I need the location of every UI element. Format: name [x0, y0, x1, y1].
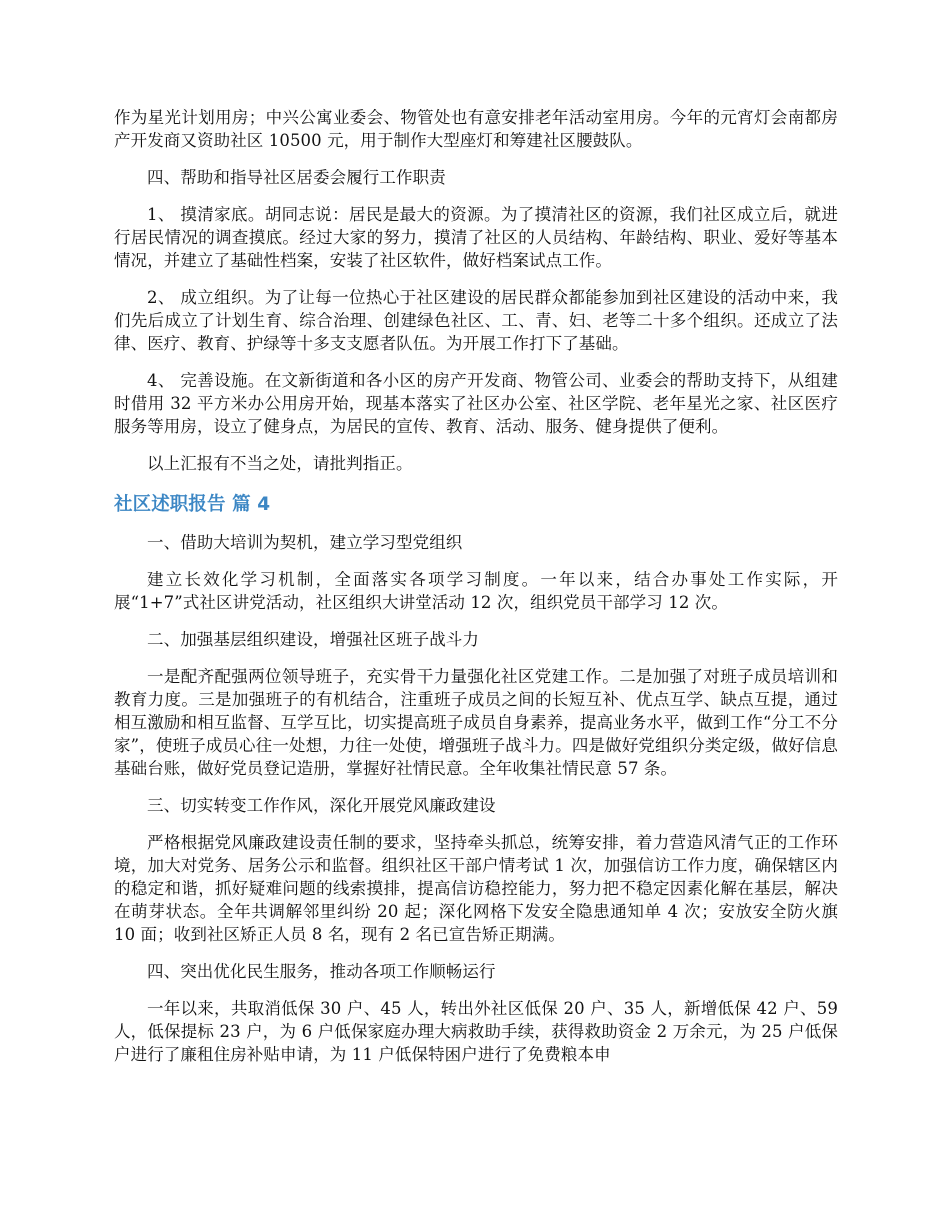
paragraph-item-4: 4、 完善设施。在文新街道和各小区的房产开发商、物管公司、业委会的帮助支持下，从组建时借用 32 平方米办公用房开始，现基本落实了社区办公室、社区学院、老年星光之家、社区医疗服务等用房，设立了健身点，为居民的宣传、教育、活动、服务、健身提供了便利。 [114, 371, 838, 436]
paragraph-livelihood: 一年以来，共取消低保 30 户、45 人，转出外社区低保 20 户、35 人，新增低保 42 户、59 人，低保提标 23 户，为 6 户低保家庭办理大病救助手续，获得救助资金 2 万余元，为 25 户低保户进行了廉租住房补贴申请，为 11 户低保特困户进行了免费粮本申 [114, 999, 838, 1064]
paragraph-training: 建立长效化学习机制，全面落实各项学习制度。一年以来，结合办事处工作实际，开展“1+7”式社区讲党活动，社区组织大讲堂活动 12 次，组织党员干部学习 12 次。 [114, 570, 838, 612]
subheading-work-style: 三、切实转变工作作风，深化开展党风廉政建设 [147, 796, 496, 815]
paragraph-organization: 一是配齐配强两位领导班子，充实骨干力量强化社区党建工作。二是加强了对班子成员培训和教育力度。三是加强班子的有机结合，注重班子成员之间的长短互补、优点互学、缺点互提，通过相互激励和相互监督、互学互比，切实提高班子成员自身素养，提高业务水平，做到工作“分工不分家”，使班子成员心往一处想，力往一处使，增强班子战斗力。四是做好党组织分类定级，做好信息基础台账，做好党员登记造册，掌握好社情民意。全年收集社情民意 57 条。 [114, 667, 838, 778]
subheading-livelihood: 四、突出优化民生服务，推动各项工作顺畅运行 [147, 962, 496, 981]
section-heading: 社区述职报告 篇 4 [114, 494, 271, 515]
paragraph-work-style: 严格根据党风廉政建设责任制的要求，坚持牵头抓总，统筹安排，着力营造风清气正的工作环境，加大对党务、居务公示和监督。组织社区干部户情考试 1 次，加强信访工作力度，确保辖区内的稳定和谐，抓好疑难问题的线索摸排，提高信访稳控能力，努力把不稳定因素化解在基层，解决在萌芽状态。全年共调解邻里纠纷 20 起；深化网格下发安全隐患通知单 4 次；安放安全防火旗 10 面；收到社区矫正人员 8 名，现有 2 名已宣告矫正期满。 [114, 833, 838, 944]
document-body [114, 106, 838, 1080]
subheading-duties: 四、帮助和指导社区居委会履行工作职责 [147, 168, 446, 187]
paragraph-item-2: 2、 成立组织。为了让每一位热心于社区建设的居民群众都能参加到社区建设的活动中来，我们先后成立了计划生育、综合治理、创建绿色社区、工、青、妇、老等二十多个组织。还成立了法律、医疗、教育、护绿等十多支支愿者队伍。为开展工作打下了基础。 [114, 288, 838, 353]
subheading-organization: 二、加强基层组织建设，增强社区班子战斗力 [147, 630, 479, 649]
paragraph-closing: 以上汇报有不当之处，请批判指正。 [147, 454, 413, 473]
paragraph-continuation: 作为星光计划用房；中兴公寓业委会、物管处也有意安排老年活动室用房。今年的元宵灯会南都房产开发商又资助社区 10500 元，用于制作大型座灯和筹建社区腰鼓队。 [114, 108, 838, 150]
paragraph-item-1: 1、 摸清家底。胡同志说：居民是最大的资源。为了摸清社区的资源，我们社区成立后，就进行居民情况的调查摸底。经过大家的努力，摸清了社区的人员结构、年龄结构、职业、爱好等基本情况，并建立了基础性档案，安装了社区软件，做好档案试点工作。 [114, 205, 838, 270]
subheading-training: 一、借助大培训为契机，建立学习型党组织 [147, 533, 463, 552]
